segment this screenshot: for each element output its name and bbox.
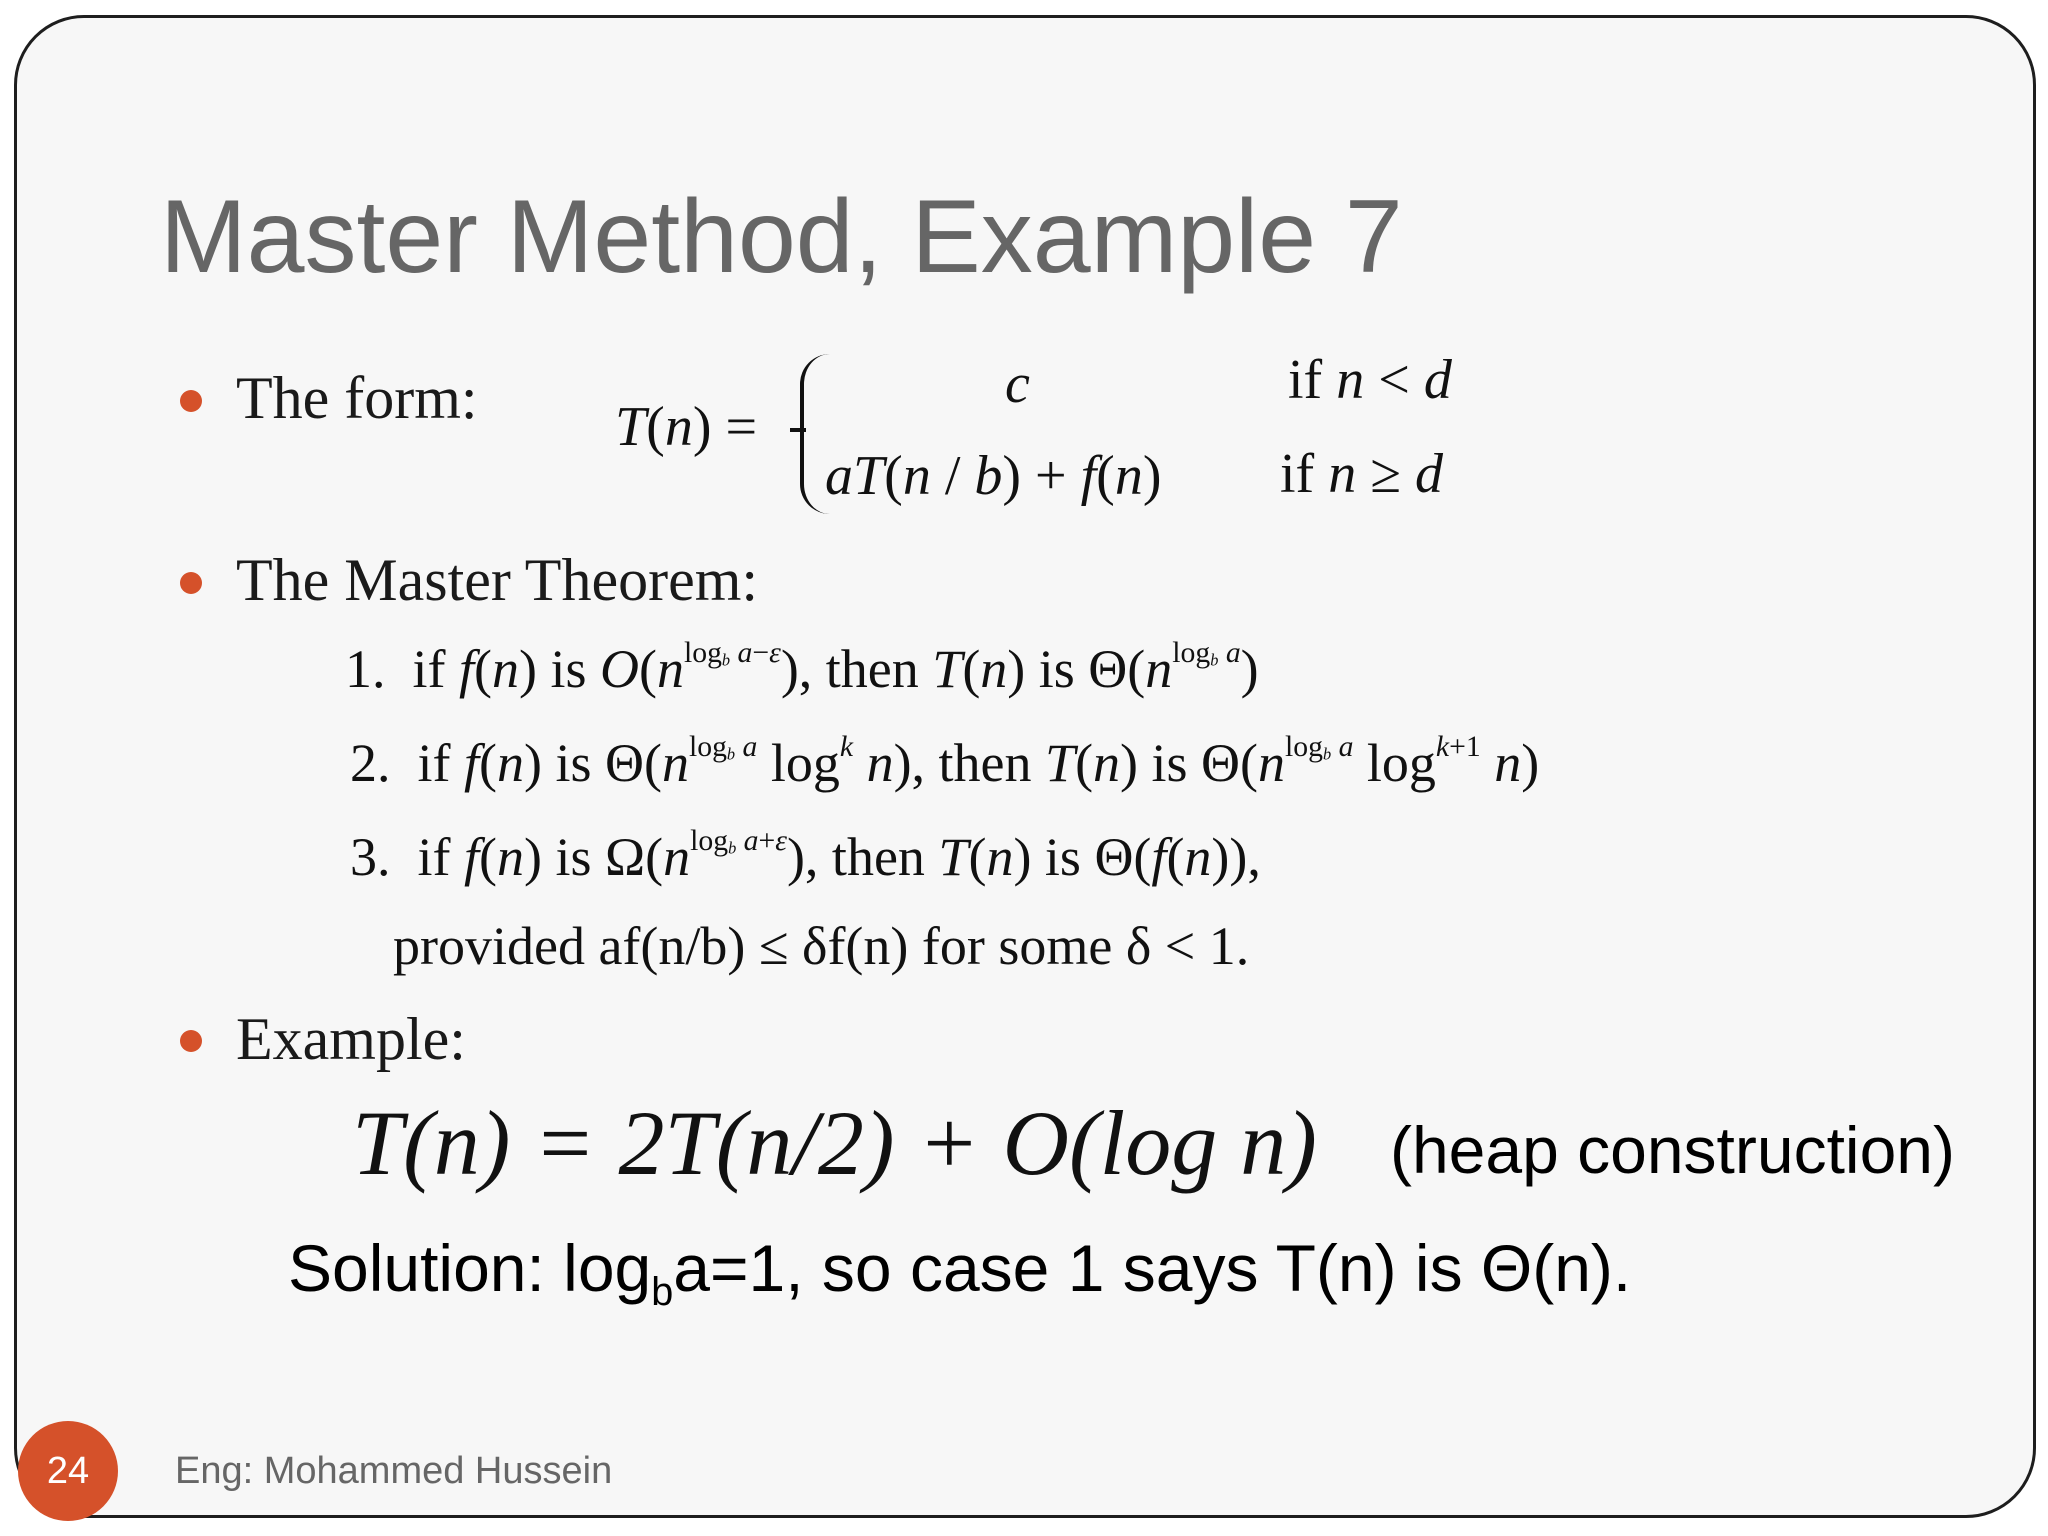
example-equation: T(n) = 2T(n/2) + O(log n) (352, 1092, 1317, 1194)
case1-cond: if n < d (1288, 349, 1452, 411)
theorem-case-1: 1. if f(n) is $O(n^{log_b a-\varepsilon})$, then T(n) is $\Theta(n^{log_b a})$ (345, 636, 1259, 699)
bullet-form-label: The form: (236, 365, 478, 431)
slide-title: Master Method, Example 7 (160, 179, 1403, 295)
bullet-dot (180, 572, 202, 594)
footer-author: Eng: Mohammed Hussein (175, 1450, 613, 1492)
bullet-dot (180, 1030, 202, 1052)
bullet-example-label: Example: (236, 1006, 466, 1072)
case1-number: 1. (345, 639, 386, 699)
example-note: (heap construction) (1390, 1113, 1955, 1187)
bullet-dot (180, 390, 202, 412)
theorem-case-2: 2. if f(n) is $\Theta(n^{log_b a}$ $\log^k n$), then T(n) is $\Theta(n^{log_b a}$ $\log^{k+1} n$) (350, 730, 1540, 793)
case1-expr: c (1005, 353, 1030, 415)
case2-cond: if n ≥ d (1280, 443, 1443, 505)
example-solution: Solution: $\log_ba=1$, so case 1 says T(n) is Θ(n). (288, 1231, 1632, 1315)
case2-expr: aT(n / b) + f(n) (825, 445, 1162, 507)
theorem-case-3: 3. if f(n) is $\Omega(n^{log_b a+\varepsilon})$, then T(n) is Θ(f(n)), (350, 824, 1261, 887)
theorem-proviso: provided af(n/b) ≤ δf(n) for some δ < 1. (393, 916, 1250, 976)
bullet-theorem-label: The Master Theorem: (236, 547, 759, 613)
case2-number: 2. (350, 733, 391, 793)
page-number-badge: 24 (18, 1421, 118, 1521)
case3-number: 3. (350, 827, 391, 887)
form-lhs: T(n) = (615, 396, 758, 458)
case-brace-tip (790, 428, 806, 432)
